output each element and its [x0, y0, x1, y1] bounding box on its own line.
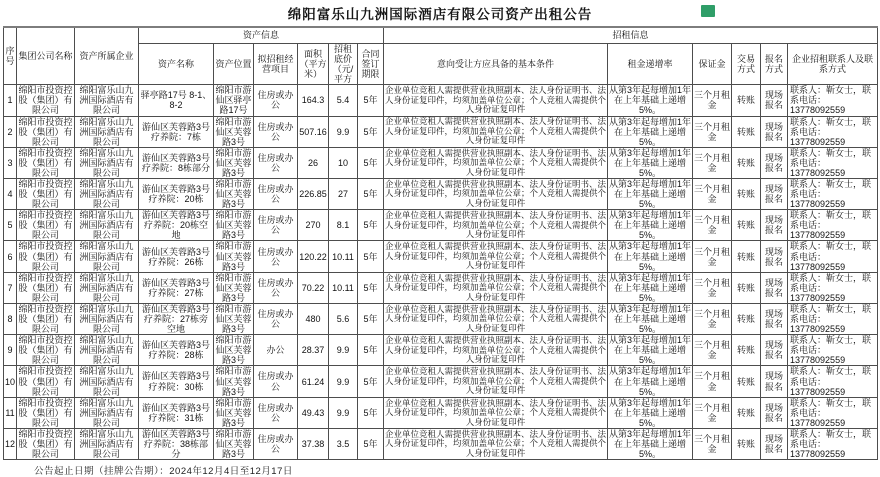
table-row: [4, 397, 878, 428]
table-cell: 3.5: [329, 428, 358, 459]
table-header: [4, 27, 878, 85]
table-cell: 480: [298, 303, 329, 334]
table-cell: 从第3年起每增加1年在上年基础上递增5%。: [609, 366, 692, 397]
table-cell: 绵阳市投资控股（集团）有限公司: [18, 147, 73, 178]
table-cell: 游仙区芙蓉路3号疗养院：38栋部分: [139, 428, 214, 459]
table-cell: 联系人：靳女士，联系电话：13778092559: [788, 147, 878, 178]
table-cell: 绵阳富乐山九洲国际酒店有限公司: [75, 272, 139, 303]
table-cell: 37.38: [298, 428, 329, 459]
table-cell: 10: [4, 366, 17, 397]
table-cell: 9.9: [329, 397, 358, 428]
table-cell: 联系人：靳女士，联系电话：13778092559: [788, 85, 878, 116]
table-cell: 三个月租金: [693, 179, 732, 210]
table-cell: 5年: [358, 428, 384, 459]
table-cell: 绵阳富乐山九洲国际酒店有限公司: [75, 147, 139, 178]
announcement-period: 公告起止日期（挂牌公告期）：2024年12月4日至12月17日: [34, 466, 293, 477]
table-cell: 现场报名: [761, 210, 788, 241]
table-cell: 2: [4, 116, 17, 147]
table-cell: 住房或办公: [254, 366, 298, 397]
table-cell: 企业单位竞租人需提供营业执照副本、法人身份证明书、法人身份证复印件，均须加盖单位公章；个人竞租人需提供个人身份证复印件: [385, 272, 607, 302]
table-cell: 120.22: [298, 241, 329, 272]
group-header-rental-info: 招租信息: [384, 27, 878, 44]
table-cell: 5年: [358, 85, 384, 116]
table-cell: 5年: [358, 116, 384, 147]
table-cell: 49.43: [298, 397, 329, 428]
table-cell: 游仙区芙蓉路3号疗养院：20栋空地: [139, 210, 214, 241]
table-row: [4, 272, 878, 303]
table-cell: 5年: [358, 241, 384, 272]
green-marker: [701, 5, 715, 17]
table-cell: 游仙区芙蓉路3号疗养院：28栋: [139, 335, 214, 366]
table-cell: 联系人：靳女士，联系电话：13778092559: [788, 366, 878, 397]
table-cell: 游仙区芙蓉路3号疗养院：31栋: [139, 397, 214, 428]
table-cell: 转账: [732, 397, 761, 428]
col-header-asset-company: 资产所属企业: [75, 27, 139, 85]
table-cell: 绵阳市投资控股（集团）有限公司: [18, 397, 73, 428]
table-cell: 164.3: [298, 85, 329, 116]
table-cell: 从第3年起每增加1年在上年基础上递增5%。: [609, 428, 692, 460]
table-cell: 转账: [732, 303, 761, 334]
table-cell: 住房或办公: [254, 303, 298, 334]
table-cell: 联系人：靳女士，联系电话：13778092559: [788, 116, 878, 147]
col-header-deposit: 保证金: [693, 44, 732, 85]
table-cell: 住房或办公: [254, 85, 298, 116]
table-cell: 绵阳市游仙区驿亭路17号: [215, 85, 252, 116]
table-row: [4, 210, 878, 241]
table-cell: 5年: [358, 210, 384, 241]
col-header-rent-increase: 租金递增率: [608, 44, 693, 85]
table-cell: 三个月租金: [693, 397, 732, 428]
table-cell: 绵阳市游仙区芙蓉路3号: [215, 241, 252, 272]
table-row: [4, 179, 878, 210]
table-cell: 从第3年起每增加1年在上年基础上递增5%。: [609, 116, 692, 147]
table-cell: 3: [4, 147, 17, 178]
table-cell: 9: [4, 335, 17, 366]
table-cell: 联系人：靳女士，联系电话：13778092559: [788, 428, 878, 459]
table-cell: 游仙区芙蓉路3号疗养院：27栋: [139, 272, 214, 303]
table-cell: 转账: [732, 366, 761, 397]
table-cell: 5年: [358, 179, 384, 210]
asset-rental-table: [3, 26, 878, 460]
table-cell: 住房或办公: [254, 147, 298, 178]
table-cell: 从第3年起每增加1年在上年基础上递增5%。: [609, 272, 692, 303]
table-cell: 绵阳市投资控股（集团）有限公司: [18, 428, 73, 460]
table-cell: 绵阳市游仙区芙蓉路3号: [215, 428, 252, 460]
table-cell: 10.11: [329, 272, 358, 303]
table-cell: 5年: [358, 272, 384, 303]
table-cell: 9.9: [329, 366, 358, 397]
table-cell: 5: [4, 210, 17, 241]
table-cell: 联系人：靳女士，联系电话：13778092559: [788, 397, 878, 428]
table-cell: 10.11: [329, 241, 358, 272]
table-cell: 绵阳市游仙区芙蓉路3号: [215, 272, 252, 303]
table-cell: 5年: [358, 147, 384, 178]
table-cell: 现场报名: [761, 335, 788, 366]
table-cell: 9.9: [329, 335, 358, 366]
table-cell: 企业单位竞租人需提供营业执照副本、法人身份证明书、法人身份证复印件，均须加盖单位公章；个人竞租人需提供个人身份证复印件: [385, 241, 607, 271]
table-cell: 507.16: [298, 116, 329, 147]
table-cell: 转账: [732, 85, 761, 116]
table-cell: 三个月租金: [693, 366, 732, 397]
table-cell: 绵阳市游仙区芙蓉路3号: [215, 397, 252, 428]
table-cell: 办公: [254, 335, 298, 366]
table-cell: 61.24: [298, 366, 329, 397]
table-cell: 三个月租金: [693, 116, 732, 147]
table-cell: 绵阳市游仙区芙蓉路3号: [215, 335, 252, 366]
group-header-asset-info: 资产信息: [139, 27, 384, 44]
table-cell: 联系人：靳女士，联系电话：13778092559: [788, 210, 878, 241]
table-cell: 企业单位竞租人需提供营业执照副本、法人身份证明书、法人身份证复印件，均须加盖单位公章；个人竞租人需提供个人身份证复印件: [385, 210, 607, 240]
table-cell: 三个月租金: [693, 210, 732, 241]
table-cell: 三个月租金: [693, 303, 732, 334]
table-cell: 8.1: [329, 210, 358, 241]
table-cell: 绵阳市游仙区芙蓉路3号: [215, 179, 252, 210]
table-cell: 现场报名: [761, 241, 788, 272]
table-row: [4, 116, 878, 147]
table-cell: 游仙区芙蓉路3号疗养院：26栋: [139, 241, 214, 272]
table-cell: 从第3年起每增加1年在上年基础上递增5%。: [609, 210, 692, 241]
table-cell: 现场报名: [761, 428, 788, 459]
table-row: [4, 366, 878, 397]
table-cell: 绵阳市投资控股（集团）有限公司: [18, 179, 73, 210]
col-header-location: 资产位置: [214, 44, 254, 85]
table-cell: 联系人：靳女士，联系电话：13778092559: [788, 272, 878, 303]
table-cell: 26: [298, 147, 329, 178]
table-cell: 270: [298, 210, 329, 241]
table-cell: 绵阳市游仙区芙蓉路3号: [215, 116, 252, 147]
table-cell: 10: [329, 147, 358, 178]
table-cell: 4: [4, 179, 17, 210]
table-cell: 绵阳富乐山九洲国际酒店有限公司: [75, 85, 139, 116]
table-cell: 绵阳富乐山九洲国际酒店有限公司: [75, 366, 139, 397]
table-cell: 联系人：靳女士，联系电话：13778092559: [788, 241, 878, 272]
col-header-term: 合同签订期限: [358, 44, 384, 85]
col-header-project: 拟招租经营项目: [254, 44, 298, 85]
table-cell: 住房或办公: [254, 397, 298, 428]
col-header-area: 面积（平方米）: [298, 44, 329, 85]
table-cell: 绵阳市投资控股（集团）有限公司: [18, 272, 73, 303]
table-cell: 游仙区芙蓉路3号疗养院：7栋: [139, 116, 214, 147]
table-cell: 三个月租金: [693, 272, 732, 303]
table-cell: 从第3年起每增加1年在上年基础上递增5%。: [609, 179, 692, 210]
col-header-conditions: 意向受让方应具备的基本条件: [384, 44, 608, 85]
table-cell: 企业单位竞租人需提供营业执照副本、法人身份证明书、法人身份证复印件，均须加盖单位公章；个人竞租人需提供个人身份证复印件: [385, 178, 607, 208]
table-cell: 绵阳市游仙区芙蓉路3号: [215, 303, 252, 335]
table-cell: 1: [4, 85, 17, 116]
table-cell: 游仙区芙蓉路3号疗养院：27栋旁空地: [139, 303, 214, 334]
table-row: [4, 335, 878, 366]
table-cell: 三个月租金: [693, 428, 732, 459]
title-bar: [0, 0, 880, 26]
table-cell: 从第3年起每增加1年在上年基础上递增5%。: [609, 85, 692, 116]
table-cell: 从第3年起每增加1年在上年基础上递增5%。: [609, 335, 692, 366]
table-cell: 企业单位竞租人需提供营业执照副本、法人身份证明书、法人身份证复印件，均须加盖单位公章；个人竞租人需提供个人身份证复印件: [385, 428, 607, 458]
table-cell: 7: [4, 272, 17, 303]
table-cell: 现场报名: [761, 366, 788, 397]
col-header-group-company: 集团公司名称: [17, 27, 75, 85]
table-cell: 转账: [732, 428, 761, 459]
col-header-base-price: 招租底价（元/平方: [329, 44, 358, 85]
group-header-row: [4, 27, 878, 44]
table-cell: 转账: [732, 147, 761, 178]
table-cell: 住房或办公: [254, 210, 298, 241]
table-row: [4, 85, 878, 116]
table-cell: 绵阳富乐山九洲国际酒店有限公司: [75, 428, 139, 459]
table-cell: 8: [4, 303, 17, 334]
table-cell: 游仙区芙蓉路3号疗养院：30栋: [139, 366, 214, 397]
col-header-asset-name: 资产名称: [139, 44, 214, 85]
table-cell: 226.85: [298, 179, 329, 210]
table-cell: 现场报名: [761, 116, 788, 147]
table-cell: 绵阳市投资控股（集团）有限公司: [18, 303, 73, 335]
table-cell: 12: [4, 428, 17, 459]
table-cell: 住房或办公: [254, 241, 298, 272]
table-cell: 现场报名: [761, 147, 788, 178]
table-cell: 绵阳富乐山九洲国际酒店有限公司: [75, 179, 139, 210]
table-cell: 5年: [358, 303, 384, 334]
table-cell: 驿亭路17号 8-1、8-2: [139, 85, 214, 116]
table-cell: 6: [4, 241, 17, 272]
table-row: [4, 428, 878, 459]
table-cell: 绵阳市投资控股（集团）有限公司: [18, 116, 73, 147]
table-cell: 企业单位竞租人需提供营业执照副本、法人身份证明书、法人身份证复印件，均须加盖单位公章；个人竞租人需提供个人身份证复印件: [385, 85, 607, 115]
table-cell: 三个月租金: [693, 241, 732, 272]
col-header-trade-method: 交易方式: [732, 44, 761, 85]
table-cell: 转账: [732, 335, 761, 366]
col-header-contact: 企业招租联系人及联系方式: [788, 44, 878, 85]
table-cell: 转账: [732, 116, 761, 147]
table-cell: 绵阳富乐山九洲国际酒店有限公司: [75, 303, 139, 334]
table-cell: 现场报名: [761, 303, 788, 334]
table-cell: 5年: [358, 366, 384, 397]
table-cell: 转账: [732, 179, 761, 210]
table-cell: 绵阳市投资控股（集团）有限公司: [18, 210, 73, 241]
table-cell: 联系人：靳女士，联系电话：13778092559: [788, 179, 878, 210]
table-cell: 住房或办公: [254, 428, 298, 459]
table-cell: 三个月租金: [693, 85, 732, 116]
table-cell: 从第3年起每增加1年在上年基础上递增5%。: [609, 397, 692, 428]
table-cell: 绵阳富乐山九洲国际酒店有限公司: [75, 241, 139, 272]
table-cell: 绵阳市游仙区芙蓉路3号: [215, 366, 252, 397]
table-cell: 绵阳市投资控股（集团）有限公司: [18, 366, 73, 397]
table-row: [4, 241, 878, 272]
table-cell: 28.37: [298, 335, 329, 366]
col-header-signup-method: 报名方式: [761, 44, 788, 85]
table-cell: 游仙区芙蓉路3号疗养院：20栋: [139, 179, 214, 210]
table-cell: 游仙区芙蓉路3号疗养院：8栋部分: [139, 147, 214, 178]
table-cell: 从第3年起每增加1年在上年基础上递增5%。: [609, 241, 692, 272]
table-cell: 企业单位竞租人需提供营业执照副本、法人身份证明书、法人身份证复印件，均须加盖单位公章；个人竞租人需提供个人身份证复印件: [385, 397, 607, 427]
table-cell: 从第3年起每增加1年在上年基础上递增5%。: [609, 147, 692, 178]
table-cell: 5.6: [329, 303, 358, 334]
table-cell: 绵阳富乐山九洲国际酒店有限公司: [75, 397, 139, 428]
table-cell: 绵阳富乐山九洲国际酒店有限公司: [75, 116, 139, 147]
table-cell: 三个月租金: [693, 335, 732, 366]
table-cell: 5.4: [329, 85, 358, 116]
table-cell: 企业单位竞租人需提供营业执照副本、法人身份证明书、法人身份证复印件，均须加盖单位公章；个人竞租人需提供个人身份证复印件: [385, 116, 607, 146]
table-cell: 现场报名: [761, 272, 788, 303]
table-cell: 企业单位竞租人需提供营业执照副本、法人身份证明书、法人身份证复印件，均须加盖单位公章；个人竞租人需提供个人身份证复印件: [385, 147, 607, 177]
table-row: [4, 303, 878, 334]
table-cell: 现场报名: [761, 179, 788, 210]
table-cell: 现场报名: [761, 85, 788, 116]
table-cell: 转账: [732, 272, 761, 303]
table-cell: 绵阳市游仙区芙蓉路3号: [215, 147, 252, 178]
table-cell: 绵阳富乐山九洲国际酒店有限公司: [75, 210, 139, 241]
table-cell: 11: [4, 397, 17, 428]
table-cell: 5年: [358, 335, 384, 366]
table-cell: 绵阳市投资控股（集团）有限公司: [18, 335, 73, 366]
table-cell: 绵阳富乐山九洲国际酒店有限公司: [75, 335, 139, 366]
col-header-seq: 序号: [4, 27, 17, 85]
table-cell: 27: [329, 179, 358, 210]
table-cell: 绵阳市投资控股（集团）有限公司: [18, 241, 73, 272]
table-cell: 联系人：靳女士，联系电话：13778092559: [788, 335, 878, 366]
table-cell: 绵阳市投资控股（集团）有限公司: [18, 85, 73, 116]
table-row: [4, 147, 878, 178]
table-cell: 住房或办公: [254, 179, 298, 210]
page-title: 绵阳富乐山九洲国际酒店有限公司资产出租公告: [287, 7, 593, 22]
table-cell: 企业单位竞租人需提供营业执照副本、法人身份证明书、法人身份证复印件，均须加盖单位公章；个人竞租人需提供个人身份证复印件: [385, 366, 607, 396]
table-cell: 5年: [358, 397, 384, 428]
table-cell: 转账: [732, 210, 761, 241]
table-cell: 企业单位竞租人需提供营业执照副本、法人身份证明书、法人身份证复印件，均须加盖单位公章；个人竞租人需提供个人身份证复印件: [385, 335, 607, 365]
table-cell: 从第3年起每增加1年在上年基础上递增5%。: [609, 303, 692, 335]
table-cell: 企业单位竞租人需提供营业执照副本、法人身份证明书、法人身份证复印件，均须加盖单位公章；个人竞租人需提供个人身份证复印件: [385, 303, 607, 333]
table-cell: 70.22: [298, 272, 329, 303]
table-cell: 转账: [732, 241, 761, 272]
table-cell: 绵阳市游仙区芙蓉路3号: [215, 210, 252, 241]
table-cell: 联系人：靳女士，联系电话：13778092559: [788, 303, 878, 334]
table-cell: 住房或办公: [254, 116, 298, 147]
table-cell: 三个月租金: [693, 147, 732, 178]
table-cell: 现场报名: [761, 397, 788, 428]
table-cell: 住房或办公: [254, 272, 298, 303]
table-cell: 9.9: [329, 116, 358, 147]
table-body: [4, 85, 878, 460]
